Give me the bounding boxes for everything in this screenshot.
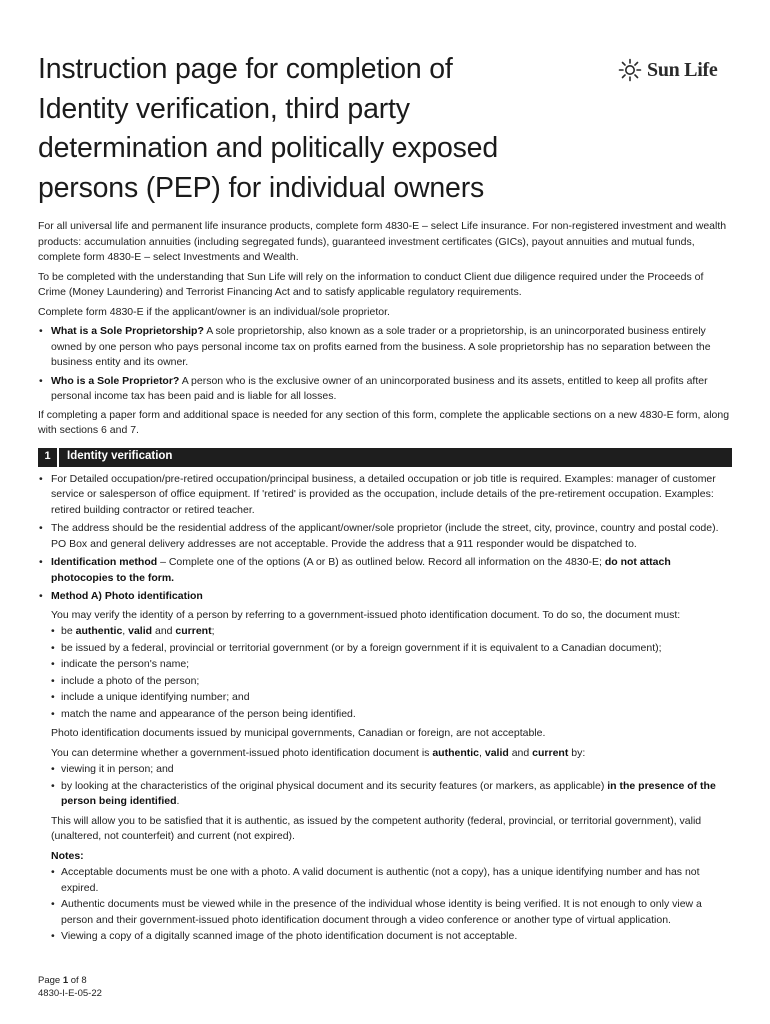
term-sole-proprietor: Who is a Sole Proprietor? <box>51 374 180 387</box>
method-a-intro: You may verify the identity of a person by referring to a government-issued photo identification document. To do so, the document must: <box>51 608 681 621</box>
title-line-3: determination and politically exposed <box>38 132 498 164</box>
body-text: , <box>122 625 129 637</box>
sun-life-logo <box>618 58 717 82</box>
bold-term: authentic <box>432 746 480 759</box>
determination-list <box>51 762 734 810</box>
section-title: Identity verification <box>67 450 173 463</box>
list-item: • Acceptable documents must be one with a photo. A valid document is authentic (not a copy), has a unique identifying number and has not expired. <box>51 865 734 896</box>
page-total: of 8 <box>68 975 87 986</box>
intro-paragraph-4: If completing a paper form and additional space is needed for any section of this form, complete the applicable sections on a new 4830-E form, along with sections 6 and 7. <box>38 408 730 436</box>
list-item: • include a photo of the person; <box>51 674 734 690</box>
title-line-4: persons (PEP) for individual owners <box>38 171 485 204</box>
list-item <box>38 324 734 371</box>
bold-warning: do not attach photocopies to the form. <box>51 556 671 584</box>
definition-text: A sole proprietorship, also known as a sole trader or a proprietorship, is an unincorporated business entirely owned by one person who pays personal income tax on profits earned from the business. A sole proprietorship has no separation between the business entity and its owner. <box>51 325 711 368</box>
list-item <box>38 374 734 405</box>
definition-text: A person who is the exclusive owner of an unincorporated business and its assets, entitled to keep all profits after personal income tax has been paid and is liable for all losses. <box>51 374 708 402</box>
list-item: • include a unique identifying number; and <box>51 690 734 706</box>
intro-paragraph-2: To be completed with the understanding that Sun Life will rely on the information to conduct Client due diligence required under the Proceeds of Crime (Money Laundering) and Terrorist Financing Act and to satisfy applicable regulatory requirements. <box>38 270 704 298</box>
intro-paragraph-3: Complete form 4830-E if the applicant/owner is an individual/sole proprietor. <box>38 305 390 318</box>
list-item <box>38 555 734 586</box>
page-title <box>38 50 598 208</box>
bold-term: current <box>532 746 569 759</box>
page-prefix: Page <box>38 975 63 986</box>
title-line-2: Identity verification, third party <box>38 92 410 125</box>
section-header <box>38 448 732 467</box>
bold-term: valid <box>128 625 153 637</box>
body-text: ; <box>211 625 215 637</box>
notes-list <box>51 865 734 945</box>
list-item: • indicate the person's name; <box>51 657 734 673</box>
satisfied-text: This will allow you to be satisfied that it is authentic, as issued by the competent authority (federal, provincial, or territorial government), valid (unaltered, not counterfeit) and current (not expired). <box>51 814 702 842</box>
body-text: You can determine whether a government-issued photo identification document is <box>51 746 433 759</box>
form-code: 4830-I-E-05-22 <box>38 988 102 999</box>
body-text: . <box>176 795 180 807</box>
list-item: • Viewing a copy of a digitally scanned image of the photo identification document is not acceptable. <box>51 929 734 945</box>
body-text: by looking at the characteristics of the original physical document and its security features (or markers, as applicable) <box>61 779 608 792</box>
page-current: 1 <box>62 975 69 986</box>
requirements-list <box>51 624 734 722</box>
section-bullets <box>38 472 734 605</box>
list-item <box>51 779 734 810</box>
body-text: be <box>61 625 76 637</box>
body-text: and <box>152 625 176 637</box>
bold-label: Identification method <box>51 556 158 568</box>
bold-term: in the presence of the person being identified <box>61 779 716 807</box>
bold-term: authentic <box>75 625 123 637</box>
determine-text <box>51 746 734 762</box>
sun-icon <box>618 58 642 82</box>
municipal-note: Photo identification documents issued by municipal governments, Canadian or foreign, are not acceptable. <box>51 727 546 739</box>
list-item <box>38 589 734 605</box>
bold-term: current <box>175 625 212 637</box>
term-sole-proprietorship: What is a Sole Proprietorship? <box>51 325 204 337</box>
body-text: , <box>479 746 485 759</box>
document-body <box>38 219 734 949</box>
body-text: by: <box>568 746 586 759</box>
page-number <box>38 974 102 987</box>
body-text: – Complete one of the options (A or B) as outlined below. Record all information on the 4830-E; <box>157 556 605 568</box>
title-line-1: Instruction page for completion of <box>38 53 453 85</box>
bold-term: valid <box>484 746 509 759</box>
list-item: • The address should be the residential address of the applicant/owner/sole proprietor (include the street, city, province, country and postal code). PO Box and general delivery addresses are not acceptable. Provide the address that a 911 responder would be dispatched to. <box>38 521 734 552</box>
notes-label <box>51 849 734 865</box>
definition-list <box>38 324 734 405</box>
logo-wordmark: Sun Life <box>647 58 718 81</box>
list-item: • match the name and appearance of the person being identified. <box>51 707 734 723</box>
method-a-content <box>38 608 734 945</box>
notes-heading: Notes: <box>51 849 84 862</box>
list-item: • viewing it in person; and <box>51 762 734 778</box>
page-footer <box>38 974 102 1000</box>
list-item <box>51 624 734 640</box>
list-item: • For Detailed occupation/pre-retired occupation/principal business, a detailed occupation or job title is required. Examples: manager of customer service or salesperson of office equipment. If 'retired' is provided as the occupation, include details of the pre-retirement occupation. Examples: retired building contractor or retired teacher. <box>38 472 734 519</box>
section-number: 1 <box>38 448 59 467</box>
intro-paragraph-1: For all universal life and permanent life insurance products, complete form 4830-E – select Life insurance. For non-registered investment and wealth products: accumulation annuities (including segregated funds), guaranteed investment certificates (GICs), payout annuities and mutual funds, complete form 4830-E – select Investments and Wealth. <box>38 220 727 263</box>
method-a-heading: Method A) Photo identification <box>51 590 203 602</box>
list-item: • be issued by a federal, provincial or territorial government (or by a foreign government if it is equivalent to a Canadian document); <box>51 641 734 657</box>
body-text: and <box>508 746 533 759</box>
list-item: • Authentic documents must be viewed while in the presence of the individual whose identity is being verified. It is not enough to only view a person and their government-issued photo identification document through a video conference or another type of virtual application. <box>51 897 734 928</box>
